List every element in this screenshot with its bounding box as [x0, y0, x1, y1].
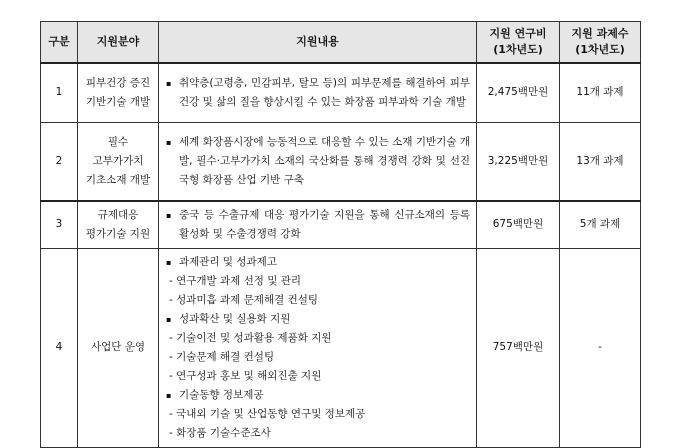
row-budget: 757백만원 [477, 248, 560, 447]
row-field: 규제대응 평가기술 지원 [78, 201, 159, 249]
row-number: 4 [41, 248, 78, 447]
content-dash-item: - 국내외 기술 및 산업동향 연구및 정보제공 [169, 407, 366, 420]
header-field: 지원분야 [78, 22, 159, 63]
content-list [165, 133, 470, 190]
table-row [41, 201, 641, 249]
table-row [41, 63, 641, 123]
content-bullet-item: ▪ 세계 화장품시장에 능동적으로 대응할 수 있는 소재 기반기술 개발, 필수·고부가가치 소재의 국산화를 통해 경쟁력 강화 및 선진국형 화장품 산업 기반 구축 [165, 133, 470, 190]
header-content: 지원내용 [159, 22, 477, 63]
content-dash-item: - 기술문제 해결 컨설팅 [169, 350, 275, 363]
header-row [41, 22, 641, 63]
row-count: - [560, 248, 641, 447]
row-budget: 675백만원 [477, 201, 560, 249]
content-dash-item: - 기술이전 및 성과활용 제품화 지원 [169, 331, 332, 344]
row-count: 5개 과제 [560, 201, 641, 249]
content-bullet-item: ▪ 취약층(고령층, 민감피부, 탈모 등)의 피부문제를 해결하여 피부건강 및 삶의 질을 향상시킬 수 있는 화장품 피부과학 기술 개발 [165, 74, 470, 112]
row-content [159, 63, 477, 123]
row-content [159, 201, 477, 249]
table-row [41, 248, 641, 447]
content-bullet-item: ▪ 기술동향 정보제공 [165, 386, 470, 405]
content-list [165, 74, 470, 112]
content-dash-item: - 연구성과 홍보 및 해외진출 지원 [169, 369, 322, 382]
content-list [165, 206, 470, 244]
row-count: 11개 과제 [560, 63, 641, 123]
table-row [41, 123, 641, 201]
support-table-container [40, 21, 641, 448]
content-dash-item: - 성과미흡 과제 문제해결 컨설팅 [169, 293, 318, 306]
content-list [165, 253, 470, 443]
content-dash-item: - 연구개발 과제 선정 및 관리 [169, 274, 302, 287]
header-category: 구분 [41, 22, 78, 63]
header-count: 지원 과제수 (1차년도) [560, 22, 641, 63]
row-budget: 2,475백만원 [477, 63, 560, 123]
row-number: 3 [41, 201, 78, 249]
row-field: 피부건강 증진 기반기술 개발 [78, 63, 159, 123]
support-table [40, 21, 641, 448]
row-number: 1 [41, 63, 78, 123]
content-dash-item: - 화장품 기술수준조사 [169, 426, 271, 439]
row-field: 필수 고부가가치 기초소재 개발 [78, 123, 159, 201]
row-budget: 3,225백만원 [477, 123, 560, 201]
content-bullet-item: ▪ 과제관리 및 성과제고 [165, 253, 470, 272]
row-field: 사업단 운영 [78, 248, 159, 447]
row-content [159, 123, 477, 201]
content-bullet-item: ▪ 성과확산 및 실용화 지원 [165, 310, 470, 329]
row-count: 13개 과제 [560, 123, 641, 201]
content-bullet-item: ▪ 중국 등 수출규제 대응 평가기술 지원을 통해 신규소재의 등록 활성화 및 수출경쟁력 강화 [165, 206, 470, 244]
row-content [159, 248, 477, 447]
header-budget: 지원 연구비 (1차년도) [477, 22, 560, 63]
row-number: 2 [41, 123, 78, 201]
